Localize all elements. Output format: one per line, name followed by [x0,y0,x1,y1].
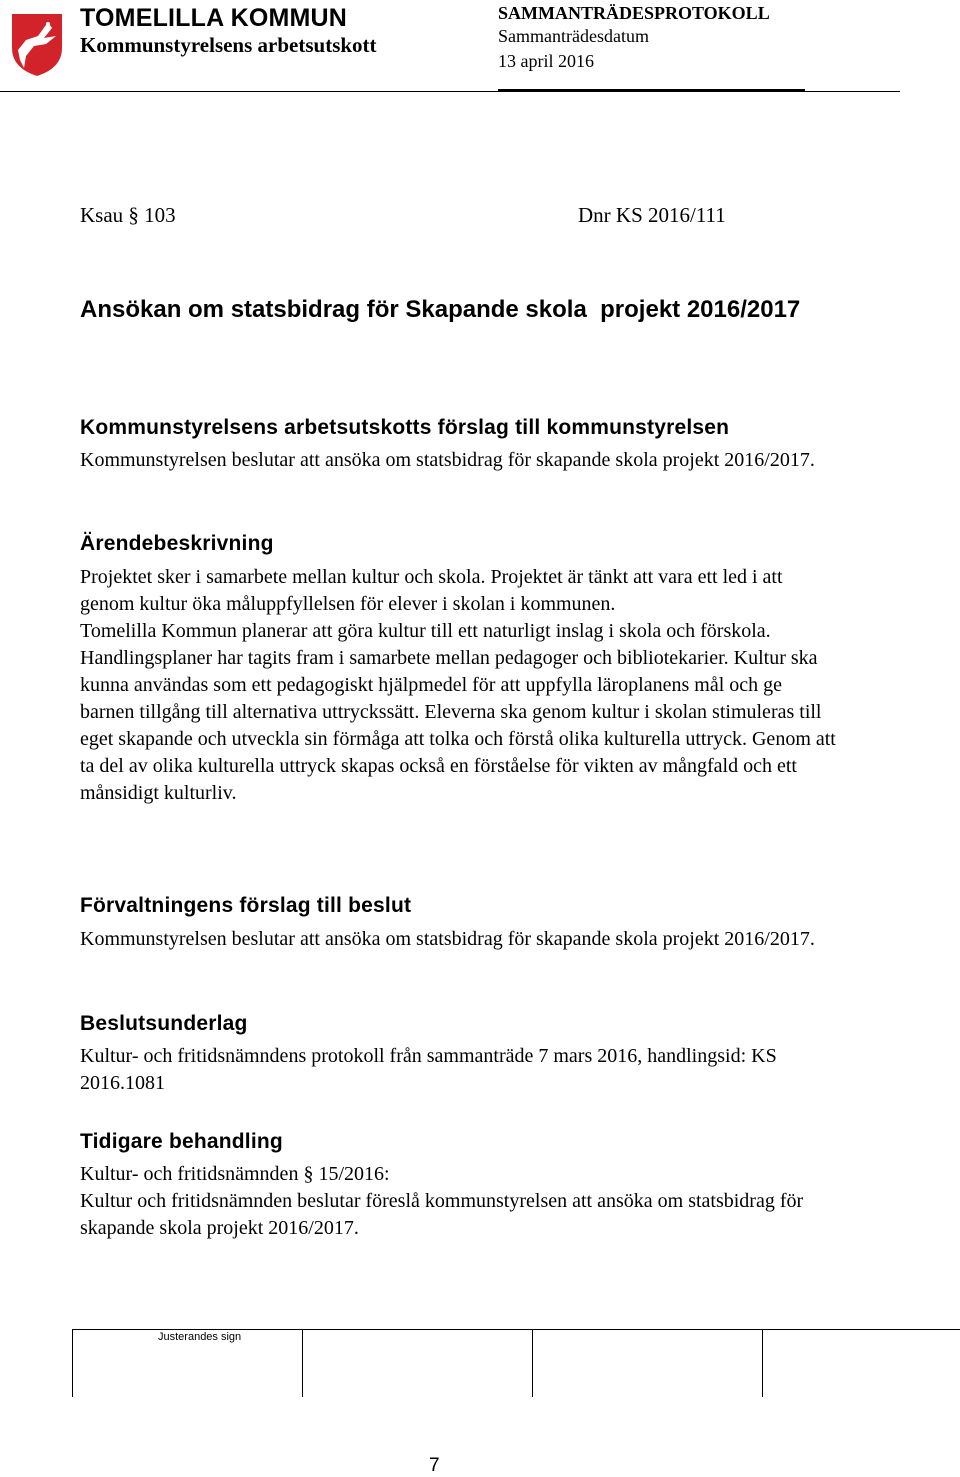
proposal-text: Kommunstyrelsen beslutar att ansöka om statsbidrag för skapande skola projekt 2016/2017. [80,449,815,471]
document-type: SAMMANTRÄDESPROTOKOLL [498,3,770,23]
administration-text: Kommunstyrelsen beslutar att ansöka om statsbidrag för skapande skola projekt 2016/2017. [80,928,815,950]
basis-text: Kultur- och fritidsnämndens protokoll från sammanträde 7 mars 2016, handlingsid: KS 2016.1081 [80,1045,777,1094]
meeting-date: 13 april 2016 [498,51,594,71]
signature-box-divider [302,1329,303,1397]
prior-handling-reference [80,1161,840,1188]
signature-label: Justerandes sign [158,1331,242,1343]
header-divider [0,91,900,92]
diary-number: Dnr KS 2016/111 [578,203,726,227]
administration-heading: Förvaltningens förslag till beslut [80,894,412,917]
signature-box-divider [72,1329,73,1397]
description-text [80,564,840,807]
prior-reference-prefix: Kultur- och fritidsnämnden [80,1163,299,1185]
signature-box-divider [762,1329,763,1397]
page-number: 7 [429,1455,440,1476]
description-heading: Ärendebeskrivning [80,532,274,555]
meeting-date-label: Sammanträdesdatum [498,26,649,46]
org-subtitle: Kommunstyrelsens arbetsutskott [80,33,377,57]
page-title: Ansökan om statsbidrag för Skapande skola projekt 2016/2017 [80,296,801,323]
prior-handling-text [80,1161,840,1242]
coat-of-arms-bird-icon [8,10,66,78]
description-paragraph: Projektet sker i samarbete mellan kultur och skola. Projektet är tänkt att vara ett led i att genom kultur öka måluppfyllelsen för elever i skolan i kommunen. [80,566,783,615]
signature-box-divider [532,1329,533,1397]
prior-reference-suffix: 15/2016: [313,1163,390,1185]
section-symbol: § [128,203,139,227]
description-paragraph: Tomelilla Kommun planerar att göra kultur till ett naturligt inslag i skola och förskola. Handlingsplaner har tagits fram i samarbete mellan pedagoger och bibliotekarier. Kultur ska kunna användas som ett pedagogiskt hjälpmedel för att uppfylla läroplanens mål och ge barnen tillgång till alternativa uttryckssätt. Eleverna ska genom kultur i skolan stimuleras till eget skapande och utveckla sin förmåga att tolka och förstå olika kulturella uttryck. Genom att ta del av olika kulturella uttryck skapas också en förståelse för vikten av mångfald och ett månsidigt kulturliv. [80,620,836,804]
header-divider-thick [498,89,805,91]
case-number: 103 [144,203,176,227]
basis-heading: Beslutsunderlag [80,1012,248,1035]
case-prefix: Ksau [80,203,124,227]
proposal-heading: Kommunstyrelsens arbetsutskotts förslag till kommunstyrelsen [80,416,730,439]
org-name: TOMELILLA KOMMUN [80,4,348,32]
prior-handling-decision: Kultur och fritidsnämnden beslutar föreslå kommunstyrelsen att ansöka om statsbidrag för skapande skola projekt 2016/2017. [80,1190,804,1239]
prior-handling-heading: Tidigare behandling [80,1130,283,1153]
section-symbol: § [303,1163,314,1185]
signature-table-top-border [72,1329,960,1330]
case-id [80,203,176,228]
